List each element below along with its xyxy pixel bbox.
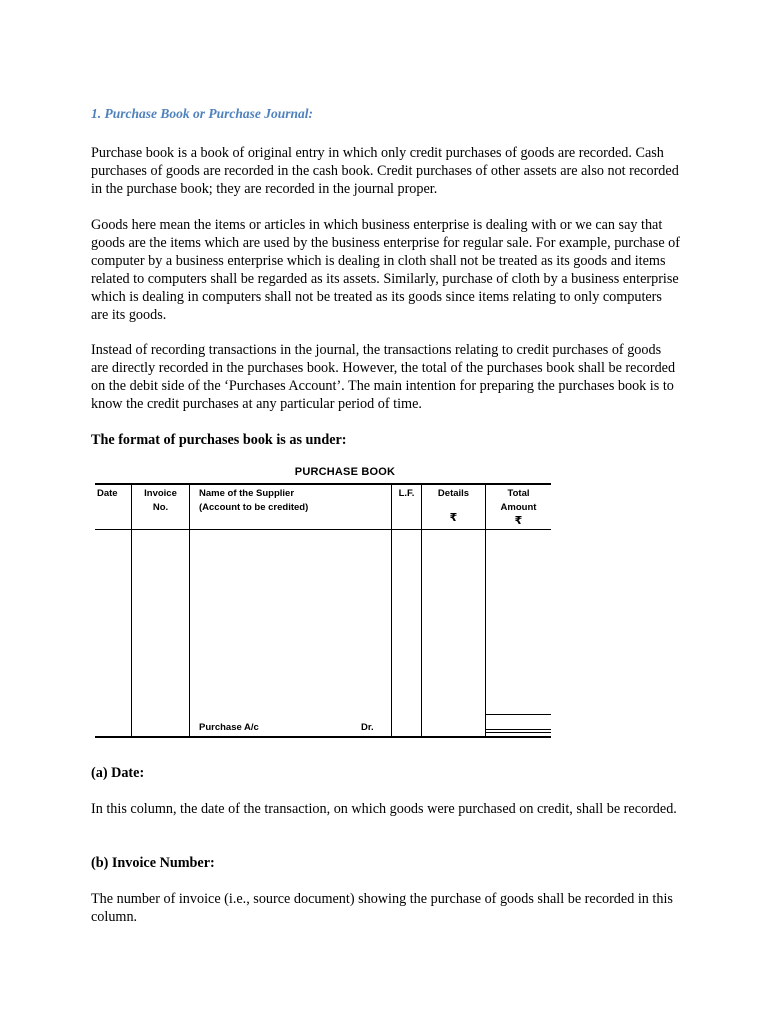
rupee-icon: ₹ [514, 515, 523, 527]
table-bottom-rule [95, 736, 551, 738]
header-details: Details ₹ [422, 487, 485, 525]
total-rule-double-1 [485, 729, 551, 730]
col-divider-supplier [391, 483, 392, 737]
header-bottom-rule [95, 529, 551, 530]
debit-label: Dr. [361, 722, 374, 733]
col-divider-date [131, 483, 132, 737]
invoice-description: The number of invoice (i.e., source document) showing the purchase of goods shall be recorded in this column. [91, 891, 673, 925]
table-top-rule [95, 483, 551, 485]
total-rule-single [485, 714, 551, 715]
header-lf: L.F. [398, 488, 415, 499]
col-divider-invoice [189, 483, 190, 737]
rupee-icon: ₹ [449, 512, 458, 524]
date-heading: (a) Date: [91, 765, 145, 781]
header-invoice: Invoice No. [144, 488, 177, 513]
total-rule-double-2 [485, 732, 551, 733]
paragraph-goods-meaning: Goods here mean the items or articles in which business enterprise is dealing with or we can say that goods are the items which are used by the business enterprise for regular sale. For example, purchase of computer by a business enterprise which is dealing in cloth shall not be treated as its goods and items related to computers shall be regarded as its assets. Similarly, purchase of cloth by a business enterprise which is dealing in computers shall not be treated as its goods since items relating to only computers are its goods. [91, 217, 680, 323]
format-label: The format of purchases book is as under: [91, 432, 347, 448]
section-heading: 1. Purchase Book or Purchase Journal: [91, 106, 314, 121]
date-description: In this column, the date of the transaction, on which goods were purchased on credit, shall be recorded. [91, 801, 677, 817]
header-total-amount: Total Amount ₹ [486, 487, 551, 527]
paragraph-recording: Instead of recording transactions in the journal, the transactions relating to credit purchases of goods are directly recorded in the purchases book. However, the total of the purchases book shall be recorded on the debit side of the ‘Purchases Account’. The main intention for preparing the purchases book is to know the credit purchases at any particular period of time. [91, 342, 676, 412]
header-date: Date [97, 488, 118, 499]
invoice-heading: (b) Invoice Number: [91, 855, 215, 871]
purchase-book-table [95, 466, 551, 742]
paragraph-definition: Purchase book is a book of original entry in which only credit purchases of goods are recorded. Cash purchases of goods are recorded in the cash book. Credit purchases of other assets are also not recorded in the purchase book; they are recorded in the journal proper. [91, 145, 679, 197]
header-supplier: Name of the Supplier (Account to be credited) [199, 488, 309, 513]
purchase-book-title: PURCHASE BOOK [294, 466, 396, 478]
purchase-account-label: Purchase A/c [199, 722, 259, 733]
